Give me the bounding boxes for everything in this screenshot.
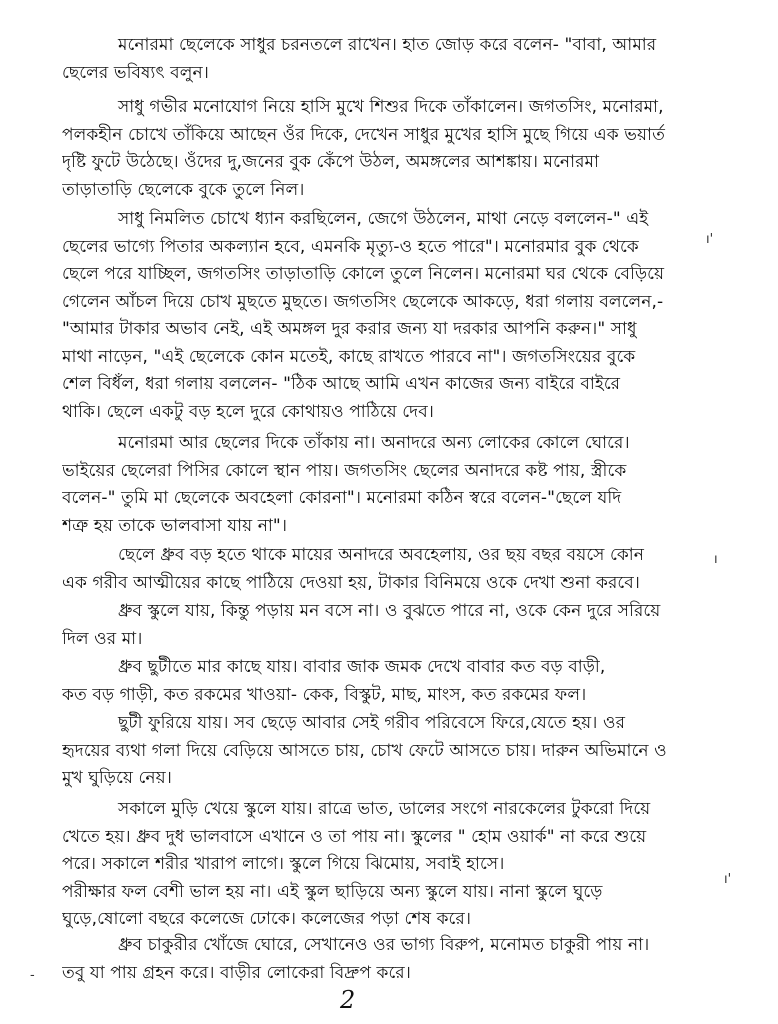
text-line: ছেলের ভবিষ্যৎ বলুন। [62,62,209,83]
text-line: শত্রু হয় তাকে ভালবাসা যায় না"। [62,515,288,536]
paragraph-4 [62,430,722,540]
text-line: ঘুড়ে,ষোলো বছরে কলেজে ঢোকে। কলেজের পড়া শেষ করে। [62,909,472,929]
text-line: সাধু নিমলিত চোখে ধ্যান করছিলেন, জেগে উঠলেন, মাথা নেড়ে বললেন-" এই [118,209,649,229]
text-line: দৃষ্টি ফুটে উঠেছে। ওঁদের দু,জনের বুক কেঁপে উঠল, অমঙ্গলের আশঙ্কায়। মনোরমা [62,152,600,172]
text-line: তবু যা পায় গ্রহন করে। বাড়ীর লোকেরা বিদ্রুপ করে। [62,962,411,983]
text-line: এক গরীব আত্মীয়ের কাছে পাঠিয়ে দেওয়া হয়, টাকার বিনিময়ে ওকে দেখা শুনা করবে। [62,572,640,593]
paragraph-7 [62,654,722,709]
text-line: ছেলের ভাগ্যে পিতার অকল্যান হবে, এমনকি মৃত্যু-ও হতে পারে"। মনোরমার বুক থেকে [62,236,639,257]
text-line: থাকি। ছেলে একটু বড় হলে দুরে কোথায়ও পাঠিয়ে দেব। [62,401,434,422]
text-line: মুখ ঘুড়িয়ে নেয়। [62,768,172,788]
paragraph-1 [62,32,722,87]
text-line: "আমার টাকার অভাব নেই, এই অমঙ্গল দুর করার জন্য যা দরকার আপনি করুন।" সাধু [62,319,637,339]
paragraph-9 [62,796,722,934]
text-line: কত বড় গাড়ী, কত রকমের খাওয়া- কেক, বিস্কুট, মাছ, মাংস, কত রকমের ফল। [62,684,587,705]
text-line: পরীক্ষার ফল বেশী ভাল হয় না। এই স্কুল ছাড়িয়ে অন্য স্কুলে যায়। নানা স্কুলে ঘুড়ে [62,881,603,902]
paragraph-8 [62,710,722,793]
text-line: ছুটী ফুরিয়ে যায়। সব ছেড়ে আবার সেই গরীব পরিবেসে ফিরে,যেতে হয়। ওর [118,713,626,733]
paragraph-6 [62,598,722,653]
text-line: দিল ওর মা। [62,628,143,649]
page-number: 2 [340,986,356,1014]
text-line: হৃদয়ের ব্যথা গলা দিয়ে বেড়িয়ে আসতে চায়, চোখ ফেটে আসতে চায়। দারুন অভিমানে ও [62,740,667,761]
text-line: ধ্রুব চাকুরীর খোঁজে ঘোরে, সেখানেও ওর ভাগ্য বিরুপ, মনোমত চাকুরী পায় না। [118,935,650,955]
text-line: ছেলে পরে যাচ্ছিল, জগতসিং তাড়াতাড়ি কোলে তুলে নিলেন। মনোরমা ঘর থেকে বেড়িয়ে [62,264,665,284]
scan-mark: ı [714,552,718,567]
text-line: বলেন-" তুমি মা ছেলেকে অবহেলা কোরনা"। মনোরমা কঠিন স্বরে বলেন-"ছেলে যদি [62,488,622,508]
text-line: শেল বিধঁল, ধরা গলায় বললেন- "ঠিক আছে আমি এখন কাজের জন্য বাইরে বাইরে [62,374,621,394]
text-line: মনোরমা আর ছেলের দিকে তাঁকায় না। অনাদরে অন্য লোকের কোলে ঘোরে। [118,433,630,453]
text-line: খেতে হয়। ধ্রুব দুধ ভালবাসে এখানে ও তা পায় না। স্কুলের " হোম ওয়ার্ক" না করে শুয়ে [62,826,647,847]
scan-mark: ı' [706,232,714,247]
text-line: ভাইয়ের ছেলেরা পিসির কোলে স্থান পায়। জগতসিং ছেলের অনাদরে কষ্ট পায়, স্ত্রীকে [62,460,627,481]
paragraph-10 [62,932,722,987]
text-line: গেলেন আঁচল দিয়ে চোখ মুছতে মুছতে। জগতসিং ছেলেকে আকড়ে, ধরা গলায় বললেন,- [62,291,664,312]
text-line: ছেলে ধ্রুব বড় হতে থাকে মায়ের অনাদরে অবহেলায়, ওর ছয় বছর বয়সে কোন [118,545,645,565]
scan-mark: - [30,968,35,983]
text-line: মনোরমা ছেলেকে সাধুর চরনতলে রাখেন। হাত জোড় করে বলেন- "বাবা, আমার [118,35,657,55]
text-line: তাড়াতাড়ি ছেলেকে বুকে তুলে নিল। [62,179,305,200]
text-line: পলকহীন চোখে তাঁকিয়ে আছেন ওঁর দিকে, দেখেন সাধুর মুখের হাসি মুছে গিয়ে এক ভয়ার্ত [62,124,665,145]
paragraph-3 [62,206,722,426]
paragraph-5 [62,542,722,597]
text-line: ধ্রুব ছুটীতে মার কাছে যায়। বাবার জাক জমক দেখে বাবার কত বড় বাড়ী, [118,657,606,677]
text-line: ধ্রুব স্কুলে যায়, কিন্তু পড়ায় মন বসে না। ও বুঝতে পারে না, ওকে কেন দুরে সরিয়ে [118,601,661,621]
scan-mark: ı' [724,872,732,887]
text-line: পরে। সকালে শরীর খারাপ লাগে। স্কুলে গিয়ে ঝিমোয়, সবাই হাসে। [62,854,505,874]
text-line: সাধু গভীর মনোযোগ নিয়ে হাসি মুখে শিশুর দিকে তাঁকালেন। জগতসিং, মনোরমা, [118,97,664,117]
text-line: সকালে মুড়ি খেয়ে স্কুলে যায়। রাত্রে ভাত, ডালের সংগে নারকেলের টুকরো দিয়ে [118,799,651,819]
paragraph-2 [62,94,722,204]
text-line: মাথা নাড়েন, "এই ছেলেকে কোন মতেই, কাছে রাখতে পারবে না"। জগতসিংয়ের বুকে [62,346,636,367]
